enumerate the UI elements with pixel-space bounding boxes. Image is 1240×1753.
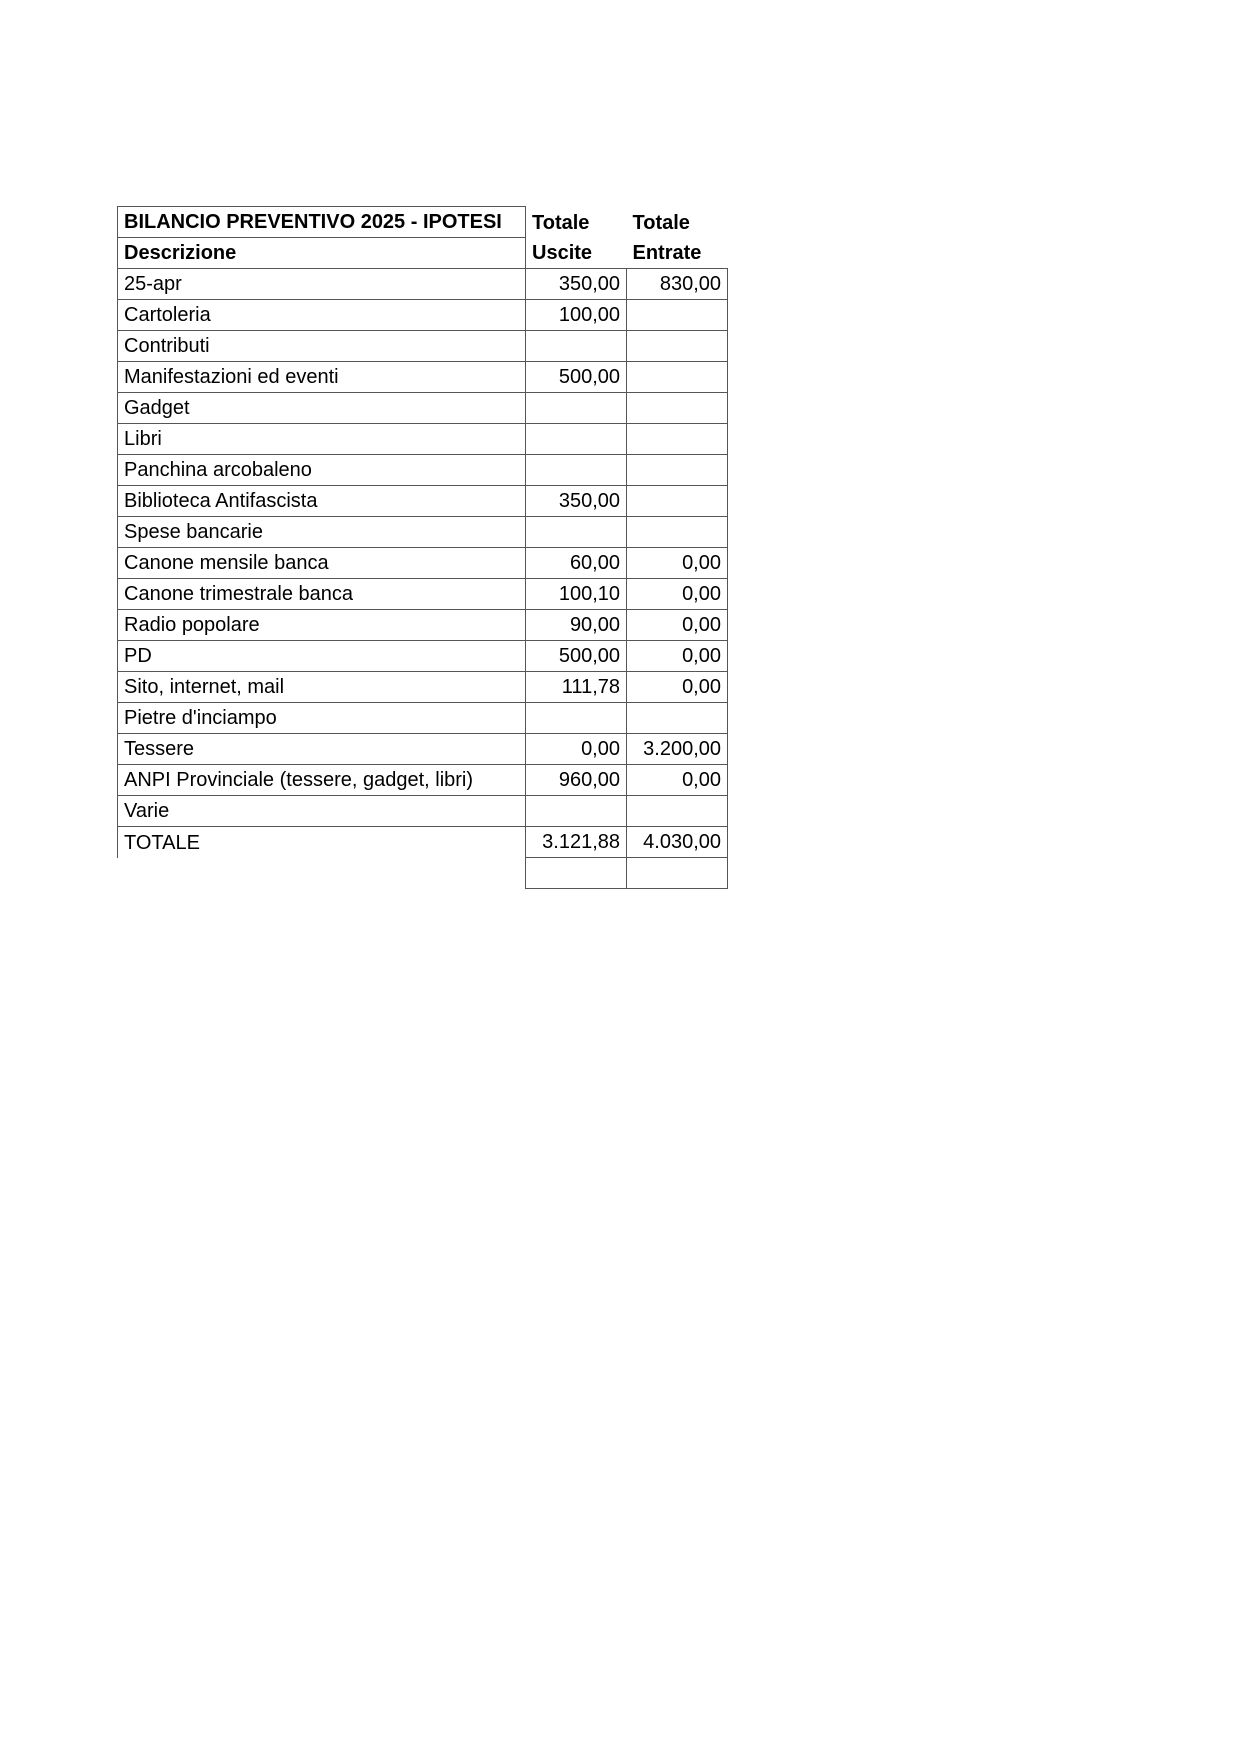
header-row-1 — [118, 207, 728, 238]
row-uscite: 500,00 — [526, 641, 627, 672]
row-description: Panchina arcobaleno — [118, 455, 526, 486]
table-row — [118, 486, 728, 517]
row-entrate — [627, 796, 728, 827]
table-row — [118, 672, 728, 703]
row-entrate — [627, 300, 728, 331]
row-entrate: 0,00 — [627, 548, 728, 579]
total-entrate: 4.030,00 — [627, 827, 728, 858]
row-description: Cartoleria — [118, 300, 526, 331]
row-description: Varie — [118, 796, 526, 827]
empty-cell — [627, 858, 728, 889]
row-description: Contributi — [118, 331, 526, 362]
row-description: Pietre d'inciampo — [118, 703, 526, 734]
row-uscite — [526, 424, 627, 455]
table-row — [118, 331, 728, 362]
row-description: ANPI Provinciale (tessere, gadget, libri) — [118, 765, 526, 796]
row-description: Tessere — [118, 734, 526, 765]
total-label: TOTALE — [118, 827, 526, 858]
row-entrate: 0,00 — [627, 765, 728, 796]
row-entrate — [627, 424, 728, 455]
row-uscite — [526, 455, 627, 486]
table-row — [118, 734, 728, 765]
row-uscite: 60,00 — [526, 548, 627, 579]
row-uscite: 111,78 — [526, 672, 627, 703]
total-uscite: 3.121,88 — [526, 827, 627, 858]
row-uscite: 100,10 — [526, 579, 627, 610]
row-uscite — [526, 393, 627, 424]
table-row — [118, 796, 728, 827]
row-entrate — [627, 362, 728, 393]
row-description: Biblioteca Antifascista — [118, 486, 526, 517]
table-row — [118, 579, 728, 610]
row-entrate: 0,00 — [627, 579, 728, 610]
table-row — [118, 548, 728, 579]
row-uscite: 0,00 — [526, 734, 627, 765]
table-row — [118, 517, 728, 548]
row-uscite: 960,00 — [526, 765, 627, 796]
empty-row — [118, 858, 728, 889]
table-row — [118, 300, 728, 331]
row-entrate — [627, 703, 728, 734]
row-description: PD — [118, 641, 526, 672]
row-uscite: 350,00 — [526, 269, 627, 300]
budget-table — [117, 206, 728, 889]
row-entrate — [627, 455, 728, 486]
empty-cell — [526, 858, 627, 889]
header-uscite-line2: Uscite — [526, 238, 627, 269]
row-description: Sito, internet, mail — [118, 672, 526, 703]
total-row — [118, 827, 728, 858]
row-uscite — [526, 796, 627, 827]
row-entrate — [627, 486, 728, 517]
table-row — [118, 610, 728, 641]
table-row — [118, 362, 728, 393]
row-description: Libri — [118, 424, 526, 455]
header-entrate-line2: Entrate — [627, 238, 728, 269]
row-entrate: 830,00 — [627, 269, 728, 300]
row-entrate — [627, 331, 728, 362]
row-description: Radio popolare — [118, 610, 526, 641]
row-uscite: 500,00 — [526, 362, 627, 393]
table-title: BILANCIO PREVENTIVO 2025 - IPOTESI — [118, 207, 526, 238]
row-entrate: 3.200,00 — [627, 734, 728, 765]
empty-cell — [118, 858, 526, 889]
header-row-2 — [118, 238, 728, 269]
row-uscite: 90,00 — [526, 610, 627, 641]
row-description: Spese bancarie — [118, 517, 526, 548]
table-row — [118, 424, 728, 455]
row-description: Canone mensile banca — [118, 548, 526, 579]
row-entrate: 0,00 — [627, 641, 728, 672]
row-entrate — [627, 517, 728, 548]
table-row — [118, 703, 728, 734]
row-entrate — [627, 393, 728, 424]
row-uscite — [526, 703, 627, 734]
table-row — [118, 455, 728, 486]
row-description: Gadget — [118, 393, 526, 424]
row-uscite — [526, 331, 627, 362]
table-row — [118, 641, 728, 672]
table-row — [118, 269, 728, 300]
header-uscite-line1: Totale — [532, 211, 590, 234]
row-description: Manifestazioni ed eventi — [118, 362, 526, 393]
table-row — [118, 765, 728, 796]
row-entrate: 0,00 — [627, 672, 728, 703]
row-description: 25-apr — [118, 269, 526, 300]
header-descrizione: Descrizione — [118, 238, 526, 269]
header-entrate-line1: Totale — [632, 211, 690, 234]
row-description: Canone trimestrale banca — [118, 579, 526, 610]
row-uscite: 350,00 — [526, 486, 627, 517]
row-entrate: 0,00 — [627, 610, 728, 641]
row-uscite — [526, 517, 627, 548]
row-uscite: 100,00 — [526, 300, 627, 331]
table-row — [118, 393, 728, 424]
